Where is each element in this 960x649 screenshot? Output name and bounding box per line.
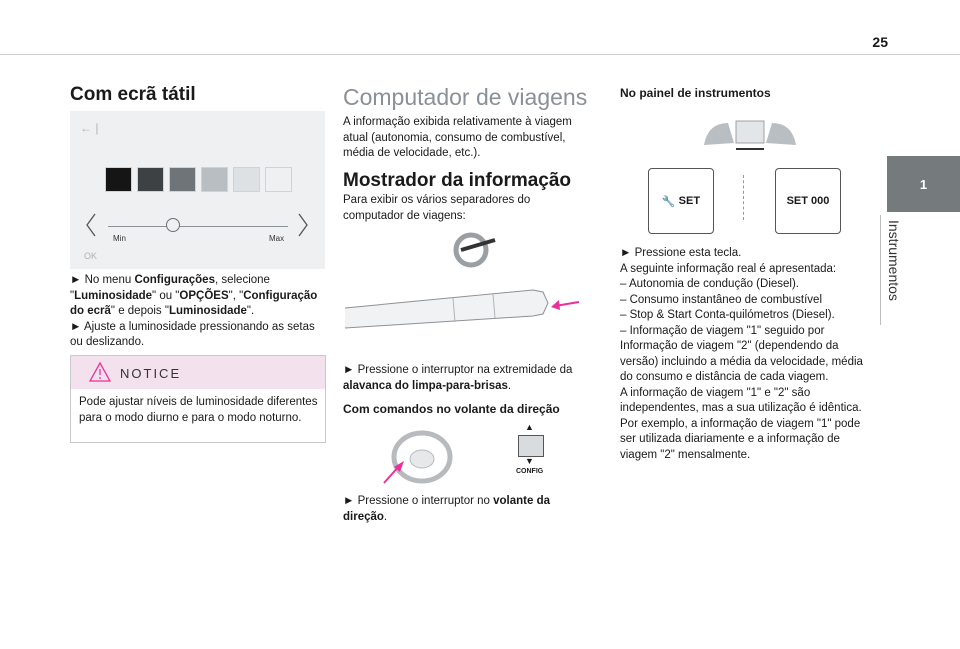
back-arrow-icon: ← | [80, 121, 99, 135]
subheading-steering: Com comandos no volante da direção [343, 402, 560, 416]
page-number: 25 [872, 34, 888, 50]
arrow-down-icon: ▼ [525, 456, 534, 466]
wrench-icon: 🔧 [661, 195, 676, 208]
section-heading-trip-computer: Computador de viagens [343, 84, 588, 110]
display-intro: Para exibir os vários separadores do computador de viagens: [343, 194, 531, 222]
notice-body: Pode ajustar níveis de luminosidade diferentes para o modo diurno e para o modo noturno. [79, 396, 318, 424]
section-heading-touchscreen: Com ecrã tátil [70, 84, 196, 105]
trip-computer-intro: A informação exibida relativamente à viagem atual (autonomia, consumo de combustível, média de velocidade, etc.). [343, 116, 572, 159]
notice-box [70, 355, 326, 443]
subheading-instrument-panel: No painel de instrumentos [620, 86, 771, 100]
steering-wheel-illustration [380, 425, 455, 485]
instrument-panel-icon [700, 115, 800, 155]
wiper-stalk-illustration [343, 228, 583, 353]
instruction-steering: ► Pressione o interruptor no volante da direção. [343, 495, 550, 523]
chevron-right-icon [296, 212, 310, 238]
config-label: CONFIG [516, 468, 544, 475]
instruction-menu: ► No menu Configurações, selecione "Luminosidade" ou "OPÇÕES", "Configuração do ecrã" e depois "Luminosidade". ► Ajuste a luminosidade pressionando as setas ou deslizando. [70, 274, 318, 348]
instrument-panel-text: ► Pressione esta tecla. A seguinte informação real é apresentada: – Autonomia de condução (Diesel). – Consumo instantâneo de combustível – Stop & Start Conta-quilómetros (Diesel). – Informação de viagem "1" seguido por Informação de viagem "2" (dependendo da versão) incluindo a média da velocidade, média do consumo e distância de cada viagem. A informação de viagem "1" e "2" são independentes, mas a sua utilização é idêntica. Por exemplo, a informação de viagem "1" pode ser utilizada diariamente e a informação de viagem "2" mensalmente. [620, 247, 863, 461]
swatch-1 [105, 167, 132, 192]
slider-min-label: Min [113, 234, 126, 243]
ok-label: OK [84, 251, 98, 261]
instruction-wiper: ► Pressione o interruptor na extremidade da alavanca do limpa-para-brisas. [343, 364, 573, 392]
swatch-5 [233, 167, 260, 192]
brightness-slider-knob [166, 218, 180, 232]
config-button [518, 435, 544, 457]
set-button: 🔧 SET [648, 168, 714, 234]
section-heading-display: Mostrador da informação [343, 170, 572, 191]
swatch-4 [201, 167, 228, 192]
chevron-left-icon [84, 212, 98, 238]
set-000-button: SET 000 [775, 168, 841, 234]
config-button-illustration [516, 422, 546, 482]
brightness-slider-track [108, 226, 288, 227]
swatch-6 [265, 167, 292, 192]
arrow-up-icon: ▲ [525, 422, 534, 432]
swatch-2 [137, 167, 164, 192]
warning-icon [89, 362, 111, 382]
slider-max-label: Max [269, 234, 285, 243]
swatch-3 [169, 167, 196, 192]
chapter-tab[interactable]: 1 [887, 156, 960, 212]
chapter-label: Instrumentos [886, 220, 902, 301]
notice-title: NOTICE [120, 366, 182, 381]
button-divider [743, 175, 745, 220]
brightness-screen-illustration [70, 111, 325, 269]
top-divider [0, 54, 960, 55]
